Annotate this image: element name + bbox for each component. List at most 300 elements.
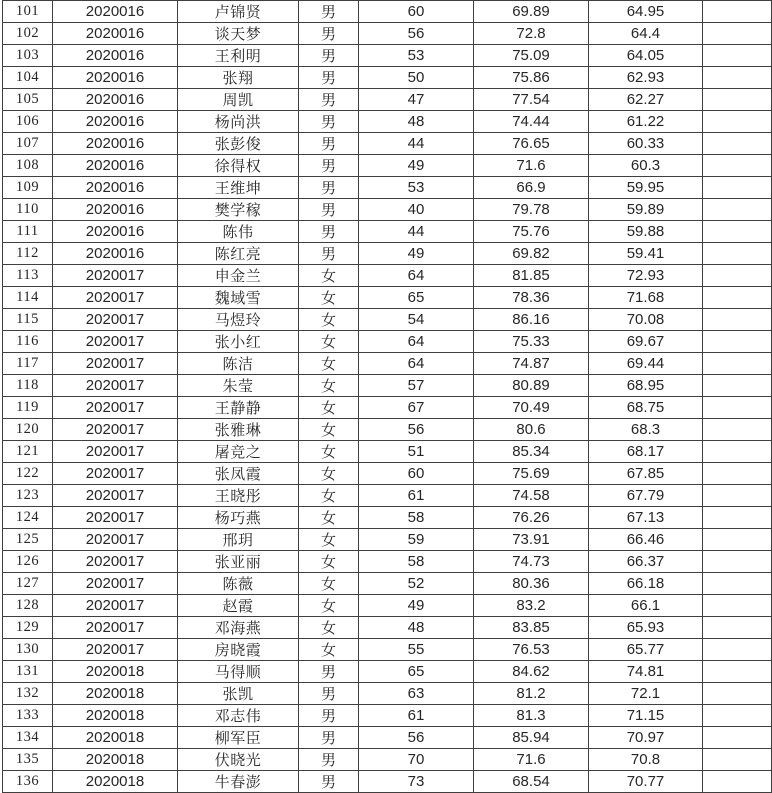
row-number-cell: 127 (3, 573, 53, 595)
gender-cell: 女 (299, 419, 359, 441)
code-cell: 2020017 (53, 375, 178, 397)
score3-cell: 61.22 (589, 111, 703, 133)
gender-cell: 男 (299, 749, 359, 771)
empty-cell (703, 23, 772, 45)
empty-cell (703, 45, 772, 67)
gender-cell: 男 (299, 661, 359, 683)
table-row (3, 639, 772, 661)
score3-cell: 67.79 (589, 485, 703, 507)
code-cell: 2020016 (53, 155, 178, 177)
score2-cell: 74.87 (474, 353, 589, 375)
table-row (3, 155, 772, 177)
score1-cell: 53 (359, 177, 474, 199)
score2-cell: 79.78 (474, 199, 589, 221)
table-row (3, 573, 772, 595)
gender-cell: 女 (299, 529, 359, 551)
code-cell: 2020017 (53, 265, 178, 287)
score3-cell: 64.95 (589, 1, 703, 23)
gender-cell: 男 (299, 23, 359, 45)
row-number-cell: 121 (3, 441, 53, 463)
row-number-cell: 124 (3, 507, 53, 529)
empty-cell (703, 265, 772, 287)
score3-cell: 70.77 (589, 771, 703, 793)
table-row (3, 287, 772, 309)
row-number-cell: 109 (3, 177, 53, 199)
name-cell: 张凯 (178, 683, 299, 705)
gender-cell: 女 (299, 595, 359, 617)
score3-cell: 62.27 (589, 89, 703, 111)
score3-cell: 71.15 (589, 705, 703, 727)
score1-cell: 44 (359, 133, 474, 155)
empty-cell (703, 705, 772, 727)
score1-cell: 56 (359, 23, 474, 45)
score2-cell: 84.62 (474, 661, 589, 683)
score1-cell: 48 (359, 111, 474, 133)
name-cell: 朱莹 (178, 375, 299, 397)
row-number-cell: 108 (3, 155, 53, 177)
score3-cell: 67.13 (589, 507, 703, 529)
score1-cell: 49 (359, 243, 474, 265)
name-cell: 张彭俊 (178, 133, 299, 155)
name-cell: 屠竞之 (178, 441, 299, 463)
code-cell: 2020017 (53, 441, 178, 463)
code-cell: 2020016 (53, 23, 178, 45)
row-number-cell: 105 (3, 89, 53, 111)
score2-cell: 85.34 (474, 441, 589, 463)
table-row (3, 441, 772, 463)
score1-cell: 61 (359, 485, 474, 507)
table-row (3, 529, 772, 551)
score2-cell: 71.6 (474, 749, 589, 771)
table-row (3, 89, 772, 111)
table-row (3, 353, 772, 375)
score2-cell: 83.85 (474, 617, 589, 639)
table-row (3, 705, 772, 727)
name-cell: 柳军臣 (178, 727, 299, 749)
score2-cell: 80.6 (474, 419, 589, 441)
empty-cell (703, 595, 772, 617)
score3-cell: 60.3 (589, 155, 703, 177)
score2-cell: 69.82 (474, 243, 589, 265)
row-number-cell: 125 (3, 529, 53, 551)
gender-cell: 男 (299, 683, 359, 705)
empty-cell (703, 155, 772, 177)
code-cell: 2020017 (53, 331, 178, 353)
score1-cell: 73 (359, 771, 474, 793)
name-cell: 杨尚洪 (178, 111, 299, 133)
code-cell: 2020017 (53, 639, 178, 661)
score2-cell: 74.73 (474, 551, 589, 573)
gender-cell: 男 (299, 89, 359, 111)
code-cell: 2020017 (53, 617, 178, 639)
score2-cell: 76.26 (474, 507, 589, 529)
name-cell: 房晓霞 (178, 639, 299, 661)
empty-cell (703, 551, 772, 573)
name-cell: 王利明 (178, 45, 299, 67)
empty-cell (703, 485, 772, 507)
row-number-cell: 135 (3, 749, 53, 771)
score3-cell: 68.17 (589, 441, 703, 463)
score2-cell: 81.2 (474, 683, 589, 705)
score3-cell: 69.44 (589, 353, 703, 375)
row-number-cell: 120 (3, 419, 53, 441)
gender-cell: 女 (299, 551, 359, 573)
gender-cell: 女 (299, 485, 359, 507)
score1-cell: 59 (359, 529, 474, 551)
empty-cell (703, 243, 772, 265)
name-cell: 张翔 (178, 67, 299, 89)
score-table (2, 0, 772, 793)
row-number-cell: 131 (3, 661, 53, 683)
score3-cell: 70.97 (589, 727, 703, 749)
row-number-cell: 128 (3, 595, 53, 617)
score2-cell: 71.6 (474, 155, 589, 177)
empty-cell (703, 1, 772, 23)
table-row (3, 595, 772, 617)
name-cell: 马煜玲 (178, 309, 299, 331)
score3-cell: 69.67 (589, 331, 703, 353)
name-cell: 张亚丽 (178, 551, 299, 573)
score3-cell: 60.33 (589, 133, 703, 155)
gender-cell: 男 (299, 45, 359, 67)
table-row (3, 331, 772, 353)
empty-cell (703, 221, 772, 243)
row-number-cell: 113 (3, 265, 53, 287)
score1-cell: 40 (359, 199, 474, 221)
empty-cell (703, 771, 772, 793)
score2-cell: 78.36 (474, 287, 589, 309)
name-cell: 王晓彤 (178, 485, 299, 507)
empty-cell (703, 353, 772, 375)
row-number-cell: 112 (3, 243, 53, 265)
score1-cell: 64 (359, 353, 474, 375)
empty-cell (703, 133, 772, 155)
score2-cell: 74.44 (474, 111, 589, 133)
score1-cell: 47 (359, 89, 474, 111)
empty-cell (703, 199, 772, 221)
row-number-cell: 115 (3, 309, 53, 331)
name-cell: 徐得权 (178, 155, 299, 177)
empty-cell (703, 441, 772, 463)
score1-cell: 55 (359, 639, 474, 661)
code-cell: 2020018 (53, 661, 178, 683)
row-number-cell: 106 (3, 111, 53, 133)
score3-cell: 74.81 (589, 661, 703, 683)
name-cell: 魏域雪 (178, 287, 299, 309)
gender-cell: 女 (299, 397, 359, 419)
gender-cell: 男 (299, 727, 359, 749)
name-cell: 樊学稼 (178, 199, 299, 221)
name-cell: 杨巧燕 (178, 507, 299, 529)
row-number-cell: 102 (3, 23, 53, 45)
score2-cell: 81.85 (474, 265, 589, 287)
table-row (3, 1, 772, 23)
name-cell: 牛春澎 (178, 771, 299, 793)
table-row (3, 463, 772, 485)
score1-cell: 49 (359, 595, 474, 617)
code-cell: 2020018 (53, 727, 178, 749)
gender-cell: 女 (299, 463, 359, 485)
code-cell: 2020017 (53, 353, 178, 375)
empty-cell (703, 177, 772, 199)
score1-cell: 64 (359, 265, 474, 287)
table-row (3, 23, 772, 45)
code-cell: 2020017 (53, 419, 178, 441)
empty-cell (703, 309, 772, 331)
score3-cell: 72.1 (589, 683, 703, 705)
score1-cell: 70 (359, 749, 474, 771)
row-number-cell: 132 (3, 683, 53, 705)
table-row (3, 419, 772, 441)
code-cell: 2020018 (53, 771, 178, 793)
score2-cell: 83.2 (474, 595, 589, 617)
score3-cell: 59.88 (589, 221, 703, 243)
table-row (3, 485, 772, 507)
score3-cell: 68.95 (589, 375, 703, 397)
score2-cell: 85.94 (474, 727, 589, 749)
score1-cell: 63 (359, 683, 474, 705)
score1-cell: 51 (359, 441, 474, 463)
table-row (3, 749, 772, 771)
empty-cell (703, 331, 772, 353)
name-cell: 卢锦贤 (178, 1, 299, 23)
gender-cell: 男 (299, 771, 359, 793)
empty-cell (703, 661, 772, 683)
table-row (3, 683, 772, 705)
gender-cell: 男 (299, 243, 359, 265)
empty-cell (703, 397, 772, 419)
table-row (3, 727, 772, 749)
score3-cell: 68.75 (589, 397, 703, 419)
empty-cell (703, 683, 772, 705)
score2-cell: 77.54 (474, 89, 589, 111)
table-row (3, 199, 772, 221)
name-cell: 王静静 (178, 397, 299, 419)
score1-cell: 58 (359, 551, 474, 573)
score3-cell: 70.08 (589, 309, 703, 331)
gender-cell: 女 (299, 331, 359, 353)
code-cell: 2020017 (53, 485, 178, 507)
score2-cell: 75.86 (474, 67, 589, 89)
name-cell: 陈伟 (178, 221, 299, 243)
name-cell: 申金兰 (178, 265, 299, 287)
row-number-cell: 119 (3, 397, 53, 419)
gender-cell: 男 (299, 199, 359, 221)
score3-cell: 65.93 (589, 617, 703, 639)
code-cell: 2020016 (53, 199, 178, 221)
empty-cell (703, 463, 772, 485)
score1-cell: 65 (359, 661, 474, 683)
code-cell: 2020016 (53, 1, 178, 23)
empty-cell (703, 639, 772, 661)
score1-cell: 50 (359, 67, 474, 89)
row-number-cell: 116 (3, 331, 53, 353)
score3-cell: 72.93 (589, 265, 703, 287)
row-number-cell: 118 (3, 375, 53, 397)
score1-cell: 54 (359, 309, 474, 331)
table-row (3, 45, 772, 67)
score2-cell: 75.09 (474, 45, 589, 67)
table-body (3, 1, 772, 793)
score3-cell: 71.68 (589, 287, 703, 309)
score1-cell: 61 (359, 705, 474, 727)
table-row (3, 397, 772, 419)
name-cell: 陈红亮 (178, 243, 299, 265)
gender-cell: 男 (299, 67, 359, 89)
score3-cell: 66.18 (589, 573, 703, 595)
row-number-cell: 107 (3, 133, 53, 155)
row-number-cell: 133 (3, 705, 53, 727)
score3-cell: 59.41 (589, 243, 703, 265)
gender-cell: 女 (299, 375, 359, 397)
table-row (3, 661, 772, 683)
gender-cell: 女 (299, 265, 359, 287)
name-cell: 伏晓光 (178, 749, 299, 771)
score2-cell: 73.91 (474, 529, 589, 551)
table-row (3, 507, 772, 529)
gender-cell: 女 (299, 573, 359, 595)
gender-cell: 女 (299, 617, 359, 639)
name-cell: 周凯 (178, 89, 299, 111)
row-number-cell: 103 (3, 45, 53, 67)
table-row (3, 617, 772, 639)
table-row (3, 133, 772, 155)
score2-cell: 86.16 (474, 309, 589, 331)
gender-cell: 男 (299, 155, 359, 177)
gender-cell: 女 (299, 309, 359, 331)
empty-cell (703, 287, 772, 309)
table-row (3, 111, 772, 133)
code-cell: 2020016 (53, 67, 178, 89)
row-number-cell: 126 (3, 551, 53, 573)
table-row (3, 177, 772, 199)
score1-cell: 48 (359, 617, 474, 639)
gender-cell: 女 (299, 639, 359, 661)
table-row (3, 309, 772, 331)
empty-cell (703, 67, 772, 89)
score3-cell: 66.1 (589, 595, 703, 617)
code-cell: 2020017 (53, 287, 178, 309)
code-cell: 2020016 (53, 89, 178, 111)
row-number-cell: 136 (3, 771, 53, 793)
row-number-cell: 101 (3, 1, 53, 23)
empty-cell (703, 375, 772, 397)
score3-cell: 65.77 (589, 639, 703, 661)
score1-cell: 65 (359, 287, 474, 309)
score2-cell: 76.65 (474, 133, 589, 155)
table-row (3, 67, 772, 89)
empty-cell (703, 617, 772, 639)
row-number-cell: 134 (3, 727, 53, 749)
score1-cell: 57 (359, 375, 474, 397)
gender-cell: 女 (299, 287, 359, 309)
empty-cell (703, 573, 772, 595)
score1-cell: 60 (359, 1, 474, 23)
score2-cell: 70.49 (474, 397, 589, 419)
code-cell: 2020017 (53, 529, 178, 551)
name-cell: 马得顺 (178, 661, 299, 683)
table-row (3, 243, 772, 265)
score3-cell: 66.46 (589, 529, 703, 551)
gender-cell: 女 (299, 507, 359, 529)
score1-cell: 52 (359, 573, 474, 595)
score3-cell: 68.3 (589, 419, 703, 441)
name-cell: 张雅琳 (178, 419, 299, 441)
code-cell: 2020017 (53, 551, 178, 573)
code-cell: 2020016 (53, 45, 178, 67)
name-cell: 张凤霞 (178, 463, 299, 485)
score1-cell: 53 (359, 45, 474, 67)
code-cell: 2020017 (53, 573, 178, 595)
score1-cell: 64 (359, 331, 474, 353)
score1-cell: 56 (359, 419, 474, 441)
score1-cell: 49 (359, 155, 474, 177)
gender-cell: 男 (299, 705, 359, 727)
score2-cell: 72.8 (474, 23, 589, 45)
gender-cell: 女 (299, 441, 359, 463)
row-number-cell: 110 (3, 199, 53, 221)
name-cell: 张小红 (178, 331, 299, 353)
table-row (3, 375, 772, 397)
name-cell: 邢玥 (178, 529, 299, 551)
score2-cell: 81.3 (474, 705, 589, 727)
score2-cell: 75.33 (474, 331, 589, 353)
row-number-cell: 104 (3, 67, 53, 89)
empty-cell (703, 111, 772, 133)
score2-cell: 75.76 (474, 221, 589, 243)
code-cell: 2020016 (53, 111, 178, 133)
row-number-cell: 117 (3, 353, 53, 375)
code-cell: 2020017 (53, 595, 178, 617)
name-cell: 赵霞 (178, 595, 299, 617)
empty-cell (703, 529, 772, 551)
name-cell: 陈薇 (178, 573, 299, 595)
score1-cell: 60 (359, 463, 474, 485)
gender-cell: 女 (299, 353, 359, 375)
row-number-cell: 123 (3, 485, 53, 507)
row-number-cell: 114 (3, 287, 53, 309)
score3-cell: 62.93 (589, 67, 703, 89)
row-number-cell: 122 (3, 463, 53, 485)
row-number-cell: 130 (3, 639, 53, 661)
table-row (3, 771, 772, 793)
code-cell: 2020018 (53, 749, 178, 771)
gender-cell: 男 (299, 111, 359, 133)
score2-cell: 80.36 (474, 573, 589, 595)
score3-cell: 64.4 (589, 23, 703, 45)
name-cell: 邓海燕 (178, 617, 299, 639)
code-cell: 2020017 (53, 309, 178, 331)
row-number-cell: 129 (3, 617, 53, 639)
code-cell: 2020016 (53, 221, 178, 243)
gender-cell: 男 (299, 221, 359, 243)
code-cell: 2020016 (53, 133, 178, 155)
gender-cell: 男 (299, 1, 359, 23)
score2-cell: 68.54 (474, 771, 589, 793)
score3-cell: 67.85 (589, 463, 703, 485)
score2-cell: 76.53 (474, 639, 589, 661)
score1-cell: 56 (359, 727, 474, 749)
code-cell: 2020017 (53, 463, 178, 485)
score1-cell: 44 (359, 221, 474, 243)
table-row (3, 551, 772, 573)
score1-cell: 58 (359, 507, 474, 529)
score2-cell: 74.58 (474, 485, 589, 507)
name-cell: 谈天梦 (178, 23, 299, 45)
table-row (3, 265, 772, 287)
name-cell: 王维坤 (178, 177, 299, 199)
code-cell: 2020018 (53, 705, 178, 727)
